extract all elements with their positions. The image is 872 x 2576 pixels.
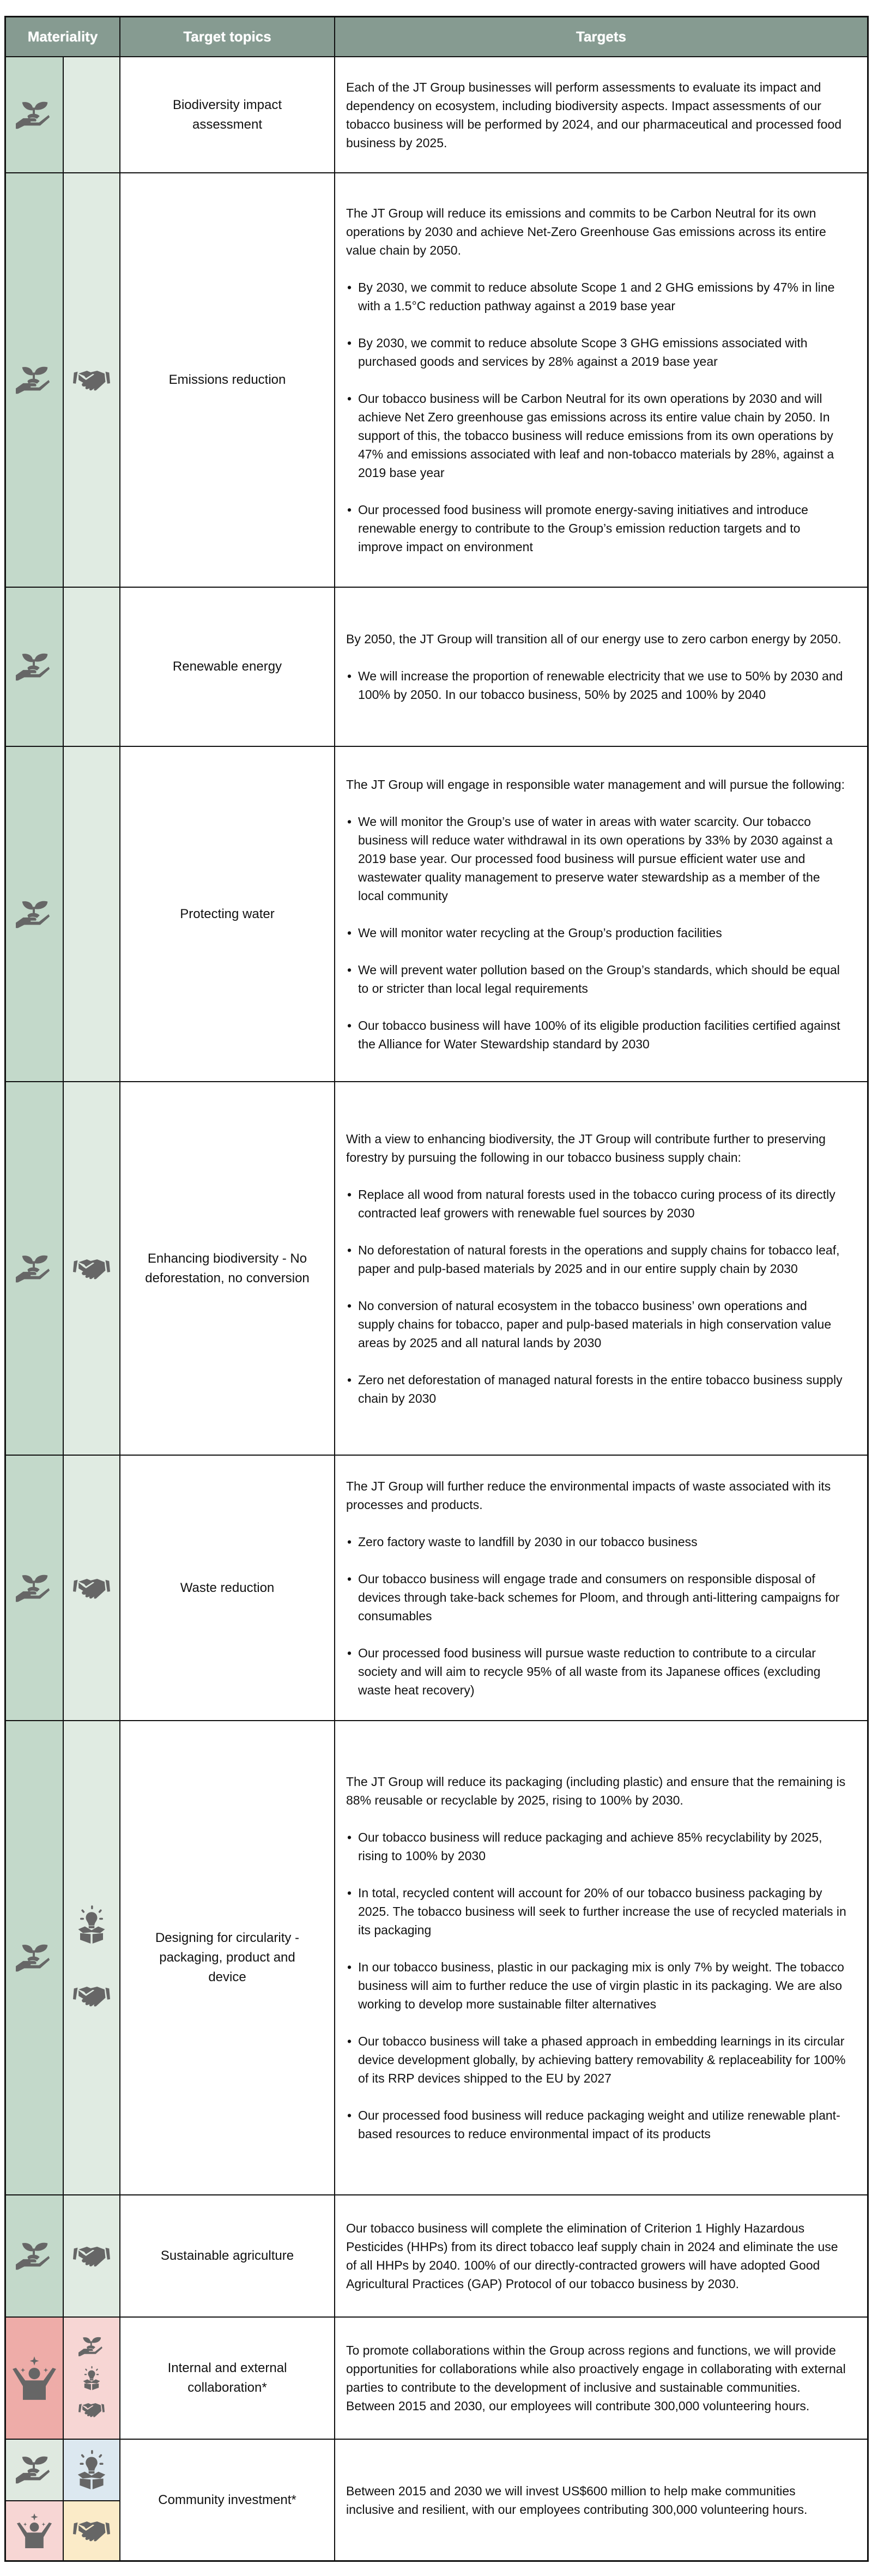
materiality-cell-secondary xyxy=(63,173,119,587)
targets-table xyxy=(4,16,869,2562)
lightbulb-box-icon xyxy=(78,2366,105,2390)
targets-cell xyxy=(334,1721,867,2194)
targets-intro: To promote collaborations within the Group across regions and functions, we will provide opportunities for collaborations while also proactively engage in collaborating with external parties to contribute to the development of inclusive and sustainable communities. Between 2015 and 2030, our employees will contribute 300,000 volunteering hours. xyxy=(346,2343,846,2413)
target-bullet: • Our processed food business will reduce packaging weight and utilize renewable plant-based resources to reduce environmental impact of its products xyxy=(346,2106,846,2143)
materiality-cell-primary xyxy=(6,2440,63,2560)
targets-cell xyxy=(334,1456,867,1720)
targets-list xyxy=(346,1167,846,1408)
targets-intro: The JT Group will engage in responsible water management and will pursue the following: xyxy=(346,777,845,792)
targets-list xyxy=(346,260,846,556)
target-topic: Protecting water xyxy=(119,747,334,1081)
table-row xyxy=(6,587,867,746)
targets-cell xyxy=(334,2195,867,2316)
target-bullet: • No deforestation of natural forests in the operations and supply chains for tobacco leaf, paper and pulp-based materials by 2025 and in our entire supply chain by 2030 xyxy=(346,1241,846,1278)
plant-in-hand-icon xyxy=(16,1574,53,1602)
target-topic: Biodiversity impact assessment xyxy=(119,57,334,172)
handshake-icon xyxy=(73,1254,110,1283)
target-topic: Enhancing biodiversity - No deforestation, no conversion xyxy=(119,1082,334,1455)
table-row xyxy=(6,1720,867,2194)
materiality-cell-primary xyxy=(6,747,63,1081)
target-topic: Designing for circularity - packaging, product and device xyxy=(119,1721,334,2194)
target-bullet: • We will prevent water pollution based on the Group’s standards, which should be equal to or stricter than local legal requirements xyxy=(346,961,846,998)
header-materiality: Materiality xyxy=(27,28,98,45)
targets-cell xyxy=(334,173,867,587)
plant-in-hand-icon xyxy=(16,1944,53,1972)
materiality-cell-primary xyxy=(6,1082,63,1455)
target-bullet: • Our processed food business will pursue waste reduction to contribute to a circular society and will aim to recycle 95% of all waste from its Japanese offices (excluding waste heat recovery) xyxy=(346,1644,846,1699)
materiality-cell-secondary xyxy=(63,588,119,746)
targets-intro: The JT Group will reduce its emissions and commits to be Carbon Neutral for its own operations by 2030 and achieve Net-Zero Greenhouse Gas emissions across its entire value chain by 2050. xyxy=(346,206,826,257)
materiality-cell-secondary xyxy=(63,2318,119,2439)
target-topic: Internal and external collaboration* xyxy=(119,2318,334,2439)
targets-cell xyxy=(334,588,867,746)
target-bullet: • In total, recycled content will account for 20% of our tobacco business packaging by 2025. The tobacco business will seek to further increase the use of recycled materials in its packaging xyxy=(346,1884,846,1939)
materiality-cell-secondary xyxy=(63,1456,119,1720)
materiality-subcell xyxy=(64,2500,119,2561)
targets-intro: With a view to enhancing biodiversity, the JT Group will contribute further to preserving forestry by pursuing the following in our tobacco business supply chain: xyxy=(346,1131,826,1165)
table-row xyxy=(6,2194,867,2316)
plant-in-hand-icon xyxy=(16,2242,53,2270)
header-targets: Targets xyxy=(334,17,867,56)
materiality-subcell xyxy=(64,2440,119,2500)
lightbulb-box-icon xyxy=(73,2450,110,2489)
materiality-cell-primary xyxy=(6,2195,63,2316)
targets-intro: Between 2015 and 2030 we will invest US$600 million to help make communities inclusive and resilient, with our employees contributing 300,000 volunteering hours. xyxy=(346,2483,808,2517)
target-bullet: • Our tobacco business will take a phased approach in embedding learnings in its circular device development globally, by achieving battery removability & replaceability for 100% of its RRP devices shipped to the EU by 2027 xyxy=(346,2032,846,2088)
handshake-icon xyxy=(73,1982,110,2010)
target-bullet: • Zero factory waste to landfill by 2030 in our tobacco business xyxy=(346,1533,846,1551)
plant-in-hand-icon xyxy=(16,900,53,928)
person-celebrating-icon xyxy=(14,2513,55,2548)
target-bullet: • Our processed food business will promote energy-saving initiatives and introduce renewable energy to contribute to the Group’s emission reduction targets and to improve impact on environment xyxy=(346,500,846,556)
target-bullet: • By 2030, we commit to reduce absolute Scope 1 and 2 GHG emissions by 47% in line with a 1.5°C reduction pathway against a 2019 base year xyxy=(346,278,846,315)
materiality-cell-secondary xyxy=(63,747,119,1081)
target-topic: Community investment* xyxy=(119,2440,334,2560)
handshake-icon xyxy=(73,2517,110,2545)
targets-cell xyxy=(334,747,867,1081)
plant-in-hand-icon xyxy=(16,366,53,394)
table-row xyxy=(6,56,867,172)
materiality-subcell xyxy=(6,2500,63,2561)
table-row xyxy=(6,172,867,587)
handshake-icon xyxy=(73,366,110,394)
handshake-icon xyxy=(73,1574,110,1602)
materiality-subcell xyxy=(6,2440,63,2500)
target-bullet: • Zero net deforestation of managed natural forests in the entire tobacco business supply chain by 2030 xyxy=(346,1371,846,1408)
targets-intro: The JT Group will further reduce the environmental impacts of waste associated with its processes and products. xyxy=(346,1479,831,1512)
targets-intro: Our tobacco business will complete the elimination of Criterion 1 Highly Hazardous Pesticides (HHPs) from its direct tobacco leaf supply chain in 2024 and eliminate the use of all HHPs by 2040. 100% of our directly-contracted growers will have adopted Good Agricultural Practices (GAP) Protocol of our tobacco business by 2030. xyxy=(346,2221,838,2291)
target-bullet: • Our tobacco business will have 100% of its eligible production facilities certified against the Alliance for Water Stewardship standard by 2030 xyxy=(346,1016,846,1053)
materiality-cell-primary xyxy=(6,2318,63,2439)
materiality-cell-secondary xyxy=(63,2440,119,2560)
targets-list xyxy=(346,1809,846,2143)
plant-in-hand-icon xyxy=(78,2334,105,2358)
targets-cell xyxy=(334,1082,867,1455)
table-row xyxy=(6,746,867,1081)
lightbulb-box-icon xyxy=(73,1905,110,1944)
materiality-cell-primary xyxy=(6,588,63,746)
targets-intro: The JT Group will reduce its packaging (including plastic) and ensure that the remaining is 88% reusable or recyclable by 2025, rising to 100% by 2030. xyxy=(346,1775,846,1807)
person-celebrating-icon xyxy=(11,2356,57,2400)
handshake-icon xyxy=(73,2242,110,2270)
materiality-cell-primary xyxy=(6,57,63,172)
materiality-cell-primary xyxy=(6,1456,63,1720)
materiality-cell-primary xyxy=(6,173,63,587)
table-row xyxy=(6,2316,867,2439)
target-bullet: • We will monitor the Group’s use of water in areas with water scarcity. Our tobacco business will reduce water withdrawal in its own operations by 33% by 2030 against a 2019 base year. Our processed food business will pursue efficient water use and wastewater quality management to preserve water stewardship as a member of the local community xyxy=(346,812,846,905)
targets-intro: Each of the JT Group businesses will perform assessments to evaluate its impact and dependency on ecosystem, including biodiversity aspects. Impact assessments of our tobacco business will be performed by 2024, and our pharmaceutical and processed food business by 2025. xyxy=(346,80,842,150)
target-bullet: • In our tobacco business, plastic in our packaging mix is only 7% by weight. The tobacco business will aim to further reduce the use of virgin plastic in its packaging. We are also working to develop more sustainable filter alternatives xyxy=(346,1958,846,2013)
table-row xyxy=(6,2439,867,2560)
header-target-topics: Target topics xyxy=(119,17,334,56)
materiality-cell-secondary xyxy=(63,1082,119,1455)
table-row xyxy=(6,1455,867,1720)
plant-in-hand-icon xyxy=(16,653,53,681)
target-bullet: • We will increase the proportion of renewable electricity that we use to 50% by 2030 and 100% by 2050. In our tobacco business, 50% by 2025 and 100% by 2040 xyxy=(346,667,846,704)
handshake-icon xyxy=(78,2398,105,2422)
materiality-cell-secondary xyxy=(63,57,119,172)
materiality-cell-secondary xyxy=(63,2195,119,2316)
targets-cell xyxy=(334,57,867,172)
target-bullet: • By 2030, we commit to reduce absolute Scope 3 GHG emissions associated with purchased goods and services by 28% against a 2019 base year xyxy=(346,334,846,371)
materiality-cell-primary xyxy=(6,1721,63,2194)
target-topic: Emissions reduction xyxy=(119,173,334,587)
target-bullet: • Our tobacco business will engage trade and consumers on responsible disposal of devices through take-back schemes for Ploom, and through anti-littering campaigns for consumables xyxy=(346,1570,846,1625)
target-bullet: • Our tobacco business will reduce packaging and achieve 85% recyclability by 2025, rising to 100% by 2030 xyxy=(346,1828,846,1865)
table-row xyxy=(6,1081,867,1455)
target-bullet: • Our tobacco business will be Carbon Neutral for its own operations by 2030 and will achieve Net Zero greenhouse gas emissions across its entire value chain by 2050. In support of this, the tobacco business will reduce emissions from its own operations by 47% and emissions associated with leaf and non-tobacco materials by 28%, against a 2019 base year xyxy=(346,389,846,482)
plant-in-hand-icon xyxy=(16,2453,53,2486)
target-bullet: • No conversion of natural ecosystem in the tobacco business’ own operations and supply chains for tobacco, paper and pulp-based materials in high conservation value areas by 2025 and all natural lands by 2030 xyxy=(346,1296,846,1352)
targets-intro: By 2050, the JT Group will transition all of our energy use to zero carbon energy by 2050. xyxy=(346,632,841,646)
plant-in-hand-icon xyxy=(16,101,53,129)
plant-in-hand-icon xyxy=(16,1254,53,1283)
target-topic: Sustainable agriculture xyxy=(119,2195,334,2316)
table-header xyxy=(6,17,867,56)
target-topic: Waste reduction xyxy=(119,1456,334,1720)
target-topic: Renewable energy xyxy=(119,588,334,746)
target-bullet: • We will monitor water recycling at the Group’s production facilities xyxy=(346,924,846,942)
targets-list xyxy=(346,1514,846,1699)
targets-list xyxy=(346,648,846,704)
materiality-cell-secondary xyxy=(63,1721,119,2194)
targets-list xyxy=(346,794,846,1053)
target-bullet: • Replace all wood from natural forests used in the tobacco curing process of its directly contracted leaf growers with renewable fuel sources by 2030 xyxy=(346,1185,846,1222)
targets-cell xyxy=(334,2440,867,2560)
targets-cell xyxy=(334,2318,867,2439)
